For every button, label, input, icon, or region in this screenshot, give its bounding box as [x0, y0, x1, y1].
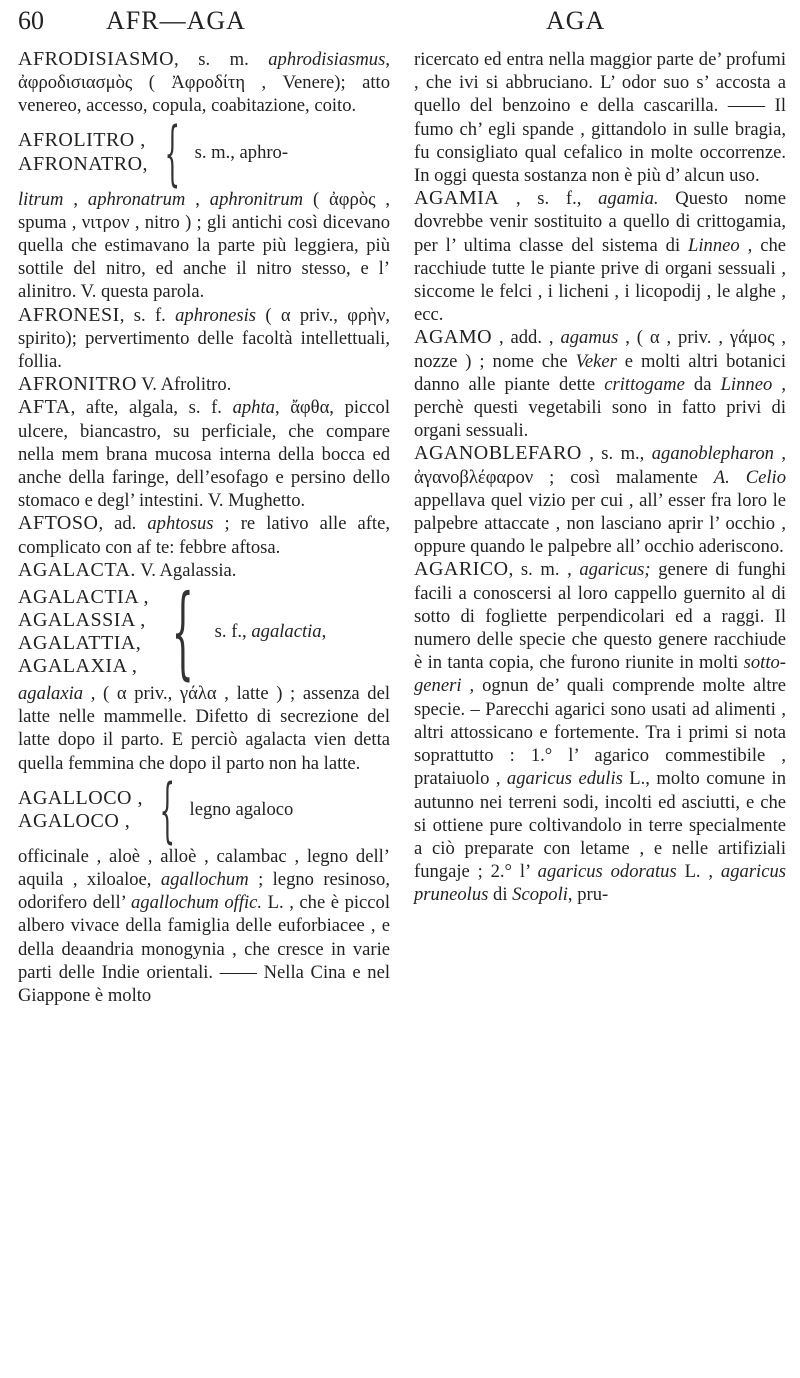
latin-term: aphrodisiasmus	[268, 49, 386, 70]
headword: AFRONITRO	[18, 373, 137, 396]
latin-term: agallochum offic.	[131, 892, 263, 914]
latin-term: agamia.	[598, 188, 659, 210]
entry-aganoblefaro: AGANOBLEFARO , s. m., aganoblepharon , ἀγανοβλέφαρον ; così malamente A. Celio appellava quel vizio per cui , all’ esser fra loro le palpebre attaccate , non lasciano aprir l’ occhio , oppure quando le palpebre all’ occhio aderiscono.	[414, 442, 786, 558]
author-name: Linneo	[688, 234, 740, 256]
entry-afronitro: AFRONITRO V. Afrolitro.	[18, 373, 232, 396]
latin-term: aphronesis	[175, 304, 257, 326]
headword: AGAMO	[414, 326, 493, 349]
page-header	[18, 6, 786, 46]
entry-afronesi: AFRONESI, s. f. aphronesis ( α priv., φρὴν, spirito); pervertimento delle facoltà intellettuali, follia.	[18, 303, 390, 373]
entry-afrodisiasmo	[18, 48, 390, 118]
brace-symbol: {	[159, 768, 176, 851]
headword: AGALACTIA ,	[18, 585, 150, 608]
headword: AFRONATRO,	[18, 152, 149, 175]
italic-term: crittogame	[604, 373, 685, 395]
headword: AFROLITRO ,	[18, 129, 146, 152]
latin-term: agallochum	[160, 869, 249, 891]
entry-agalactia: agalaxia , ( α priv., γάλα , latte ) ; assenza del latte nelle mammelle. Difetto di secrezione del latte dopo il parto. E perciò agalacta vien detta quella femmina che dopo il parto non ha latte.	[18, 683, 390, 774]
shared-definition: legno agaloco	[189, 799, 294, 821]
author-name: Scopoli	[512, 884, 568, 906]
entry-agalloco-heads	[18, 768, 390, 851]
author-name: A. Celio	[713, 466, 786, 488]
latin-term: agaricus pruneolus	[414, 861, 786, 906]
entry-agalloco-continued: ricercato ed entra nella maggior parte de’ profumi , che ivi si abbruciano. L’ odor suo s’ accosta a quello del benzoino e della cascarilla. —— Il fumo ch’ egli spande , gittandolo in sulle bragia, fu consigliato qual cefalico in molte occorrenze. In oggi questa sostanza non è più d’ alcun uso.	[414, 49, 786, 187]
latin-term: aphronatrum	[87, 188, 186, 210]
entry-agalactia-heads	[18, 573, 390, 691]
entry-agamia: AGAMIA , s. f., agamia. Questo nome dovrebbe venir sostituito a quello di crittogamia, per l’ ultima classe del sistema di Linneo , che racchiude tutte le piante prive di organi sessuali , siccome le felci , i licheni , i licopodij , le alghe , ecc.	[414, 187, 786, 326]
headword: AFRONESI	[18, 303, 120, 326]
right-column	[406, 48, 786, 1372]
headword: AGALATTIA,	[18, 632, 142, 655]
entry-agarico: AGARICO, s. m. , agaricus; genere di funghi facili a conoscersi al loro cappello guernito al di sotto di fogliette perpendicolari ed a raggi. Il numero delle specie che questo genere racchiude è in tanta copia, che furono riunite in molti sotto-generi , ognun de’ quali comprende molte altre specie. – Parecchi agarici sono usati ad alimenti , altri attossicano e fortemente. Tra i primi si nota soprattutto : 1.° l’ agarico commestibile , prataiuolo , agaricus edulis L., molto comune in autunno nei terreni sodi, incolti ed asciutti, e che si ottiene pure coltivandolo in terre specialmente a ciò preparate con letame , e nelle artifiziali fungaje ; 2.° l’ agaricus odoratus L. , agaricus pruneolus di Scopoli, pru-	[414, 558, 786, 906]
latin-term: aganoblepharon	[651, 443, 774, 465]
left-column	[18, 48, 398, 1372]
headword: AFTOSO	[18, 512, 99, 535]
headword: AGARICO	[414, 558, 509, 581]
entry-agamo: AGAMO , add. , agamus , ( α , priv. , γάμος , nozze ) ; nome che Veker e molti altri botanici danno alle piante dette crittogame da Linneo , perchè questi vegetabili sono in fatto privi di organi sessuali.	[414, 326, 786, 442]
text-columns	[18, 48, 786, 1372]
latin-term: aphta	[232, 397, 275, 419]
headword: AGAMIA	[414, 187, 500, 210]
headword: AGALOCO ,	[18, 809, 131, 832]
shared-definition: s. m., aphro-	[194, 142, 289, 163]
entry-agalacta: AGALACTA. V. Agalassia.	[18, 558, 237, 581]
headword: AGANOBLEFARO	[414, 442, 582, 465]
headword: AGALACTA.	[18, 558, 136, 581]
entry-aftoso: AFTOSO, ad. aphtosus ; re lativo alle afte, complicato con af te: febbre aftosa.	[18, 512, 390, 558]
brace-symbol: {	[164, 111, 181, 194]
right-running-head: AGA	[546, 6, 606, 35]
latin-term: agaricus;	[579, 559, 651, 581]
headword: AFTA	[18, 396, 71, 419]
left-running-head: AFR—AGA	[106, 6, 246, 35]
entry-agalloco: officinale , aloè , alloè , calambac , legno dell’ aquila , xiloaloe, agallochum ; legno resinoso, odorifero dell’ agallochum offic. L. , che è piccol albero vivace della famiglia delle euforbiacee , e della deaandria monogynia , che cresce in varie parti delle Indie orientali. —— Nella Cina e nel Giappone è molto	[18, 845, 391, 1007]
latin-term: aphtosus	[147, 513, 214, 535]
latin-term: agaricus odoratus	[537, 861, 677, 883]
page-number: 60	[18, 6, 44, 35]
italic-term: sotto-generi	[414, 652, 786, 697]
latin-term: litrum	[18, 188, 64, 210]
headword: AGALAXIA ,	[18, 655, 138, 678]
entry-text: , ἀφροδισιασμὸς ( Ἀφροδίτη , Venere); atto venereo, accesso, copula, coabitazione, coito.	[18, 49, 390, 117]
entry-afrolitro-heads	[18, 111, 390, 194]
headword: AGALLOCO ,	[18, 786, 143, 809]
entry-text: , s. m.	[174, 49, 269, 70]
author-name: Veker	[575, 350, 617, 372]
shared-definition: s. f., agalactia,	[214, 621, 327, 643]
latin-term: aphronitrum	[209, 188, 304, 210]
latin-term: agalaxia	[18, 683, 84, 705]
author-name: Linneo	[720, 373, 773, 395]
latin-term: agaricus edulis	[506, 768, 623, 790]
brace-symbol: {	[171, 573, 194, 691]
headword: AFRODISIASMO	[18, 48, 175, 70]
entry-afrolitro: litrum , aphronatrum , aphronitrum ( ἀφρὸς , spuma , νιτρον , nitro ) ; gli antichi così dicevano quella che estimavano la parte più leggiera, più sottile del nitro, ed anche il nitro stesso, e l’ alinitro. V. questa parola.	[18, 188, 391, 303]
headword: AGALASSIA ,	[18, 608, 146, 631]
entry-afta: AFTA, afte, algala, s. f. aphta, ἄφθα, piccol ulcere, biancastro, su perficiale, che compare nella mem brana mucosa interna della bocca ed anche della faringe, dell’esofago e persino dello stomaco e degl’ intestini. V. Mughetto.	[18, 396, 390, 512]
latin-term: agamus	[560, 327, 619, 349]
